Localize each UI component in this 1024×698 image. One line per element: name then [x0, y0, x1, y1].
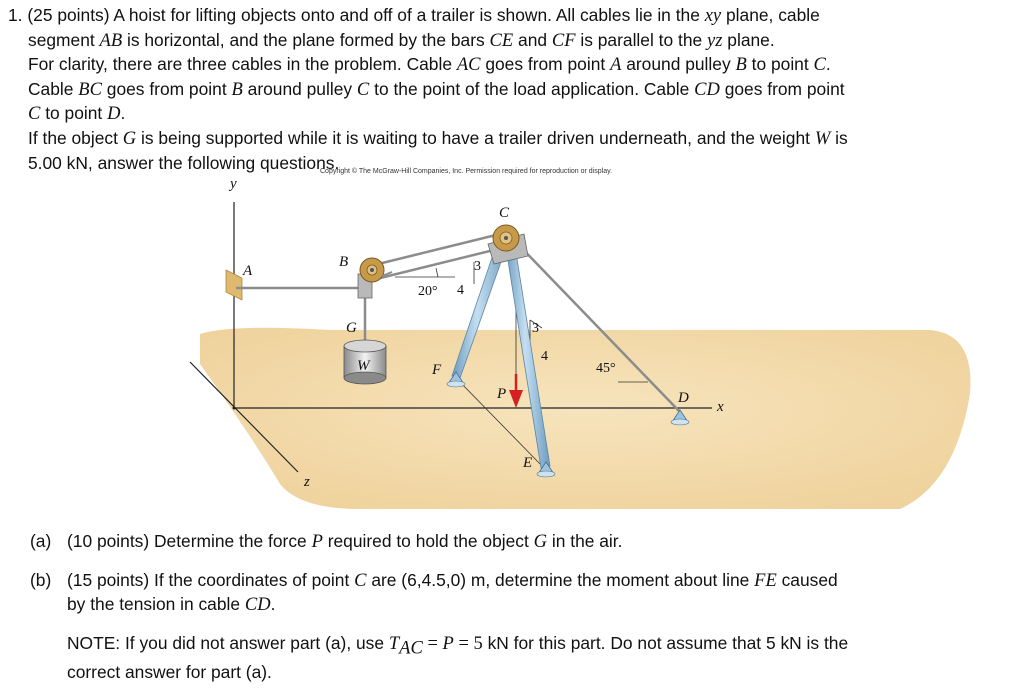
- angle-20-arc: [436, 268, 438, 277]
- pulley-c: [488, 225, 528, 264]
- question-a-label: (a): [30, 531, 52, 551]
- question-b: (b) (15 points) If the coordinates of point C are (6,4.5,0) m, determine the moment about line FE caused by the tension in cable CD.: [30, 569, 990, 618]
- label-angle-45: 45°: [596, 361, 616, 376]
- label-x-axis: x: [717, 399, 724, 415]
- label-point-g: G: [346, 320, 357, 336]
- problem-line-3: For clarity, there are three cables in the problem. Cable AC goes from point A around pulley B to point C.: [28, 54, 831, 76]
- label-point-c: C: [499, 205, 510, 221]
- support-f-base: [447, 381, 465, 387]
- pulley-b: [358, 258, 392, 298]
- problem-number: 1.: [8, 5, 23, 25]
- label-point-d: D: [678, 390, 689, 406]
- label-angle-20: 20°: [418, 284, 438, 299]
- question-b-label: (b): [30, 569, 52, 590]
- label-slope-4-lower: 4: [541, 349, 548, 364]
- note: NOTE: If you did not answer part (a), use $T_{AC} = P = 5$ kN for this part. Do not assume that 5 kN is the correct answer for part (a).: [67, 632, 849, 682]
- hoist-figure: [0, 164, 1024, 524]
- origin-point: [233, 407, 236, 410]
- problem-points: (25 points): [27, 5, 110, 25]
- question-a: (a) (10 points) Determine the force P required to hold the object G in the air.: [30, 530, 990, 555]
- label-point-b: B: [339, 254, 349, 270]
- questions: [30, 530, 990, 698]
- problem-line-2: segment AB is horizontal, and the plane formed by the bars CE and CF is parallel to the yz plane.: [28, 29, 775, 51]
- label-point-f: F: [432, 362, 442, 378]
- cable-bc-return: [372, 248, 502, 280]
- problem-line-7: 5.00 kN, answer the following questions.: [28, 152, 340, 173]
- label-weight-w: W: [357, 358, 370, 374]
- problem-line-4: Cable BC goes from point B around pulley C to the point of the load application. Cable CD goes from point: [28, 78, 845, 100]
- problem-line-1: 1. (25 points) A hoist for lifting objects onto and off of a trailer is shown. All cables lie in the xy plane, cable: [8, 5, 820, 26]
- label-point-e: E: [523, 455, 533, 471]
- label-slope-3-lower: 3: [532, 321, 539, 336]
- problem-line-6: If the object G is being supported while it is waiting to have a trailer driven underneath, and the weight W is: [28, 127, 848, 149]
- wall-plate-a: [226, 270, 242, 300]
- floor-surface: [200, 328, 971, 509]
- label-force-p: P: [497, 386, 507, 402]
- label-point-a: A: [243, 263, 253, 279]
- copyright-notice: Copyright © The McGraw-Hill Companies, Inc. Permission required for reproduction or display.: [320, 168, 613, 175]
- problem-statement: [8, 4, 1008, 175]
- support-d-base: [671, 419, 689, 425]
- label-z-axis: z: [304, 474, 310, 490]
- label-slope-3-upper: 3: [474, 259, 481, 274]
- label-y-axis: y: [230, 176, 237, 192]
- support-e-base: [537, 471, 555, 477]
- problem-line-5: C to point D.: [28, 103, 126, 125]
- label-slope-4-upper: 4: [457, 283, 464, 298]
